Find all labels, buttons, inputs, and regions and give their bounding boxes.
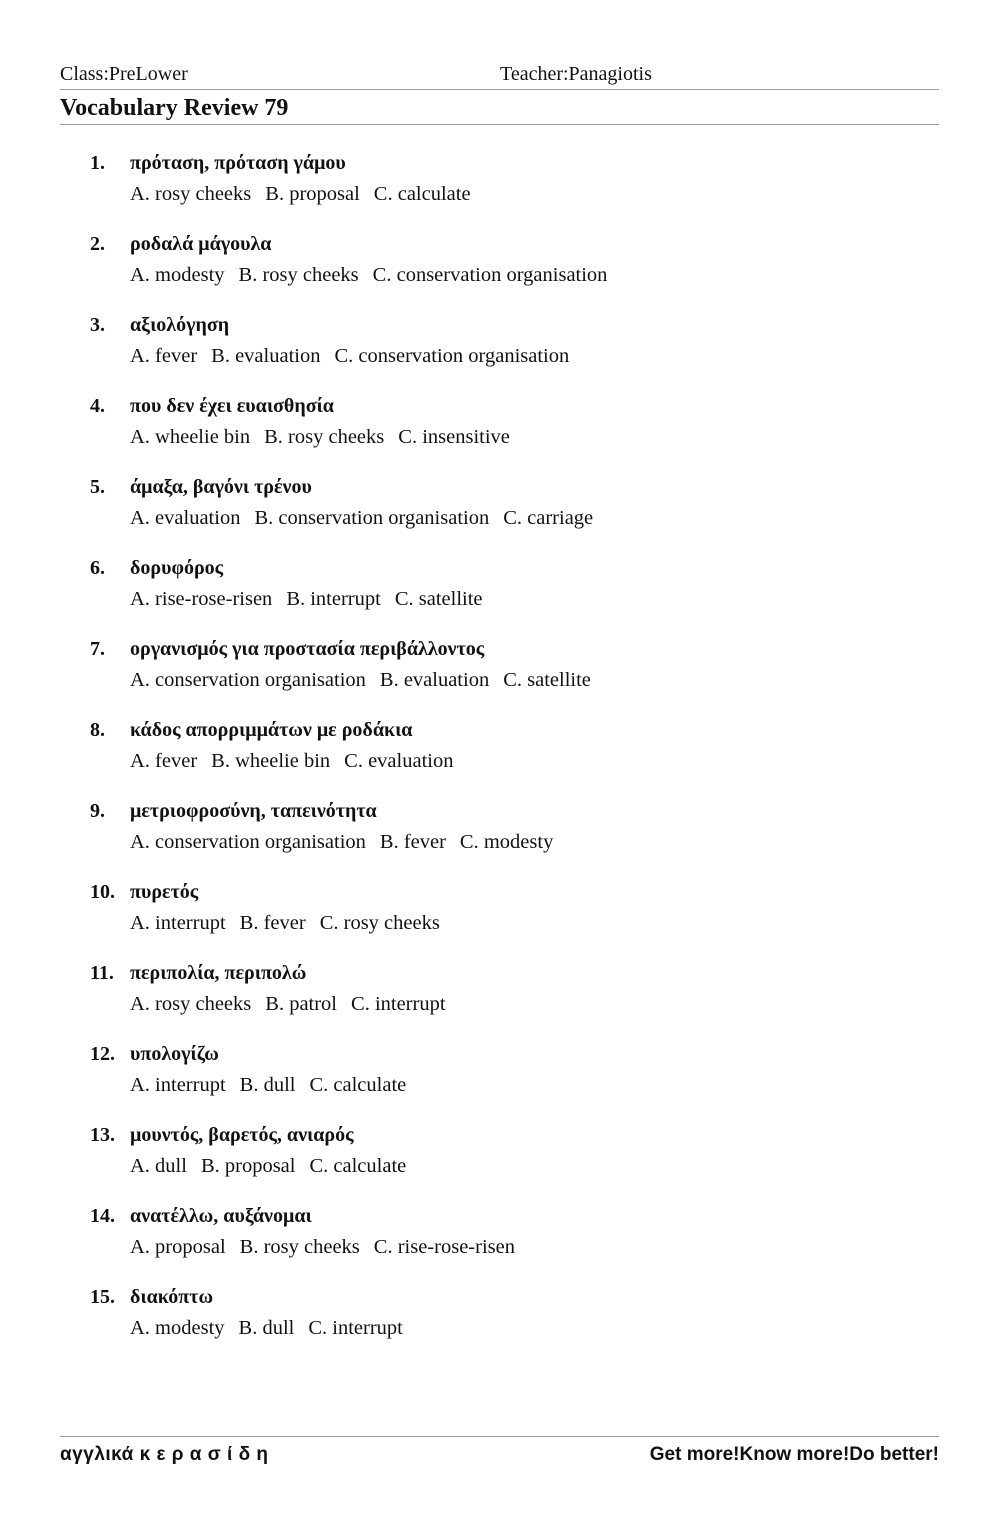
question-prompt: υπολογίζω <box>130 1043 219 1065</box>
answer-option[interactable]: A. rosy cheeks <box>130 993 252 1015</box>
question-prompt: μετριοφροσύνη, ταπεινότητα <box>130 800 377 822</box>
question-number: 15. <box>90 1286 115 1308</box>
answer-option[interactable]: C. satellite <box>394 588 483 610</box>
answer-option[interactable]: A. rosy cheeks <box>130 183 252 205</box>
answer-option[interactable]: A. modesty <box>130 264 225 286</box>
answer-option[interactable]: B. conservation organisation <box>254 507 490 529</box>
question-prompt: άμαξα, βαγόνι τρένου <box>130 476 312 498</box>
question-prompt: δορυφόρος <box>130 557 224 579</box>
question-prompt: διακόπτω <box>130 1286 214 1308</box>
answer-options <box>130 1233 529 1261</box>
answer-option[interactable]: A. dull <box>130 1155 187 1177</box>
answer-option[interactable]: C. interrupt <box>351 993 446 1015</box>
answer-option[interactable]: A. conservation organisation <box>130 831 366 853</box>
answer-option[interactable]: C. rosy cheeks <box>319 912 440 934</box>
answer-option[interactable]: B. rosy cheeks <box>264 426 385 448</box>
question-number: 1. <box>90 152 105 174</box>
answer-option[interactable]: B. dull <box>239 1074 296 1096</box>
answer-option[interactable]: B. proposal <box>200 1155 296 1177</box>
question-item <box>90 230 940 311</box>
answer-option[interactable]: C. rise-rose-risen <box>373 1236 515 1258</box>
question-number: 5. <box>90 476 105 498</box>
question-item <box>90 392 940 473</box>
answer-option[interactable]: C. conservation organisation <box>334 345 570 367</box>
answer-options <box>130 261 621 289</box>
question-prompt: περιπολία, περιπολώ <box>130 962 307 984</box>
answer-option[interactable]: A. rise-rose-risen <box>130 588 273 610</box>
answer-options <box>130 747 467 775</box>
question-number: 9. <box>90 800 105 822</box>
question-prompt: μουντός, βαρετός, ανιαρός <box>130 1124 354 1146</box>
answer-option[interactable]: B. interrupt <box>286 588 381 610</box>
answer-option[interactable]: B. evaluation <box>211 345 321 367</box>
answer-option[interactable]: B. rosy cheeks <box>238 264 359 286</box>
question-number: 7. <box>90 638 105 660</box>
question-number: 3. <box>90 314 105 336</box>
answer-option[interactable]: C. insensitive <box>398 426 510 448</box>
question-item <box>90 1283 940 1364</box>
answer-options <box>130 666 605 694</box>
footer-slogan: Get more!Know more!Do better! <box>649 1444 939 1465</box>
answer-option[interactable]: C. calculate <box>309 1155 407 1177</box>
answer-option[interactable]: B. evaluation <box>379 669 490 691</box>
question-prompt: πρόταση, πρόταση γάμου <box>130 152 346 174</box>
page-footer <box>60 1436 939 1473</box>
answer-option[interactable]: A. proposal <box>130 1236 226 1258</box>
title-row <box>60 93 939 125</box>
question-prompt: οργανισμός για προστασία περιβάλλοντος <box>130 638 485 660</box>
question-item <box>90 1202 940 1283</box>
answer-option[interactable]: C. modesty <box>459 831 554 853</box>
answer-option[interactable]: A. fever <box>130 345 198 367</box>
teacher-label: Teacher:Panagiotis <box>500 63 652 85</box>
answer-options <box>130 585 497 613</box>
question-number: 8. <box>90 719 105 741</box>
answer-option[interactable]: B. fever <box>379 831 446 853</box>
question-prompt: πυρετός <box>130 881 199 903</box>
answer-options <box>130 180 485 208</box>
question-item <box>90 959 940 1040</box>
answer-option[interactable]: C. satellite <box>503 669 591 691</box>
answer-option[interactable]: C. evaluation <box>344 750 454 772</box>
answer-option[interactable]: A. evaluation <box>130 507 241 529</box>
question-number: 4. <box>90 395 105 417</box>
question-number: 10. <box>90 881 115 903</box>
question-item <box>90 473 940 554</box>
answer-option[interactable]: A. conservation organisation <box>130 669 366 691</box>
question-item <box>90 554 940 635</box>
question-prompt: που δεν έχει ευαισθησία <box>130 395 334 417</box>
answer-option[interactable]: B. dull <box>238 1317 295 1339</box>
question-item <box>90 716 940 797</box>
answer-options <box>130 1071 420 1099</box>
question-item <box>90 635 940 716</box>
question-item <box>90 878 940 959</box>
question-prompt: ανατέλλω, αυξάνομαι <box>130 1205 312 1227</box>
answer-options <box>130 828 567 856</box>
question-number: 13. <box>90 1124 115 1146</box>
answer-options <box>130 423 524 451</box>
footer-brand: αγγλικά κ ε ρ α σ ί δ η <box>60 1444 269 1465</box>
answer-option[interactable]: A. interrupt <box>130 1074 226 1096</box>
answer-option[interactable]: A. modesty <box>130 1317 225 1339</box>
question-number: 2. <box>90 233 105 255</box>
answer-options <box>130 990 460 1018</box>
answer-option[interactable]: B. proposal <box>265 183 360 205</box>
answer-options <box>130 909 454 937</box>
question-number: 6. <box>90 557 105 579</box>
answer-option[interactable]: C. conservation organisation <box>372 264 608 286</box>
question-number: 11. <box>90 962 114 984</box>
question-prompt: αξιολόγηση <box>130 314 230 336</box>
question-prompt: ροδαλά μάγουλα <box>130 233 272 255</box>
answer-option[interactable]: C. calculate <box>373 183 471 205</box>
question-item <box>90 1040 940 1121</box>
question-item <box>90 311 940 392</box>
answer-option[interactable]: C. interrupt <box>308 1317 403 1339</box>
answer-option[interactable]: A. fever <box>130 750 198 772</box>
question-item <box>90 797 940 878</box>
answer-option[interactable]: C. carriage <box>503 507 594 529</box>
answer-options <box>130 504 607 532</box>
page-title: Vocabulary Review 79 <box>60 95 289 121</box>
answer-options <box>130 1152 420 1180</box>
answer-options <box>130 1314 417 1342</box>
answer-option[interactable]: A. interrupt <box>130 912 226 934</box>
answer-option[interactable]: B. patrol <box>265 993 338 1015</box>
answer-option[interactable]: B. rosy cheeks <box>239 1236 360 1258</box>
answer-option[interactable]: B. fever <box>239 912 306 934</box>
question-list <box>90 149 940 1364</box>
class-label: Class:PreLower <box>60 63 188 85</box>
question-prompt: κάδος απορριμμάτων με ροδάκια <box>130 719 413 741</box>
question-item <box>90 1121 940 1202</box>
answer-option[interactable]: B. wheelie bin <box>211 750 331 772</box>
question-item <box>90 149 940 230</box>
question-number: 14. <box>90 1205 115 1227</box>
answer-option[interactable]: A. wheelie bin <box>130 426 251 448</box>
worksheet-header <box>60 62 939 90</box>
answer-option[interactable]: C. calculate <box>309 1074 407 1096</box>
answer-options <box>130 342 583 370</box>
question-number: 12. <box>90 1043 115 1065</box>
